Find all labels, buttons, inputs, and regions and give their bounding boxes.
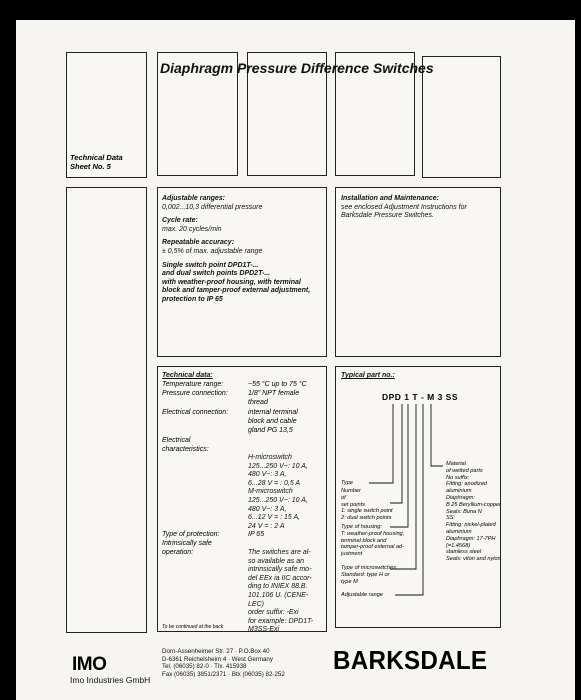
echar-line: 125...250 V~: 10 A, <box>248 462 308 470</box>
safe-line: The switches are al- <box>248 549 311 556</box>
echar-line: 480 V~: 3 A, <box>248 471 287 479</box>
barksdale-brand: BARKSDALE <box>333 645 488 675</box>
typical-micro: Type of microswitches: Standard: type H or type M <box>341 565 398 585</box>
typical-housing: Type of housing: T: weather-proof housing, terminal block and tamper-proof external ad- justment <box>341 524 405 558</box>
imo-logo: IMO <box>72 654 107 675</box>
company-address: Dorn-Assenheimer Str. 27 · P.O.Box 40 D-6361 Reichelsheim 4 · West Germany Tel. (06035) 82-0 · Tlx. 415938 Fax (06035) 3851/2371 · Btx (06035) 82-252 <box>162 648 285 678</box>
installation-heading: Installation and Maintenance: <box>341 195 440 202</box>
echar-line: 6...28 V = : 0,5 A <box>248 479 301 487</box>
part-code: DPD 1 T - M 3 SS <box>382 392 459 402</box>
sheet-label-line-1: Technical Data <box>70 153 123 162</box>
adjustment-line: block and tamper-proof external adjustment, <box>162 287 311 295</box>
leader-type <box>369 404 393 483</box>
safe-line: 101.106 U. (CENE- <box>248 591 309 599</box>
econn-value-3: gland PG 13,5 <box>248 427 293 434</box>
safe-label-2: operation: <box>162 549 194 556</box>
safe-line: so available as an <box>248 557 305 565</box>
safe-line: order suffix: -Exi <box>248 609 299 617</box>
housing-line: with weather-proof housing, with terminal <box>162 278 301 286</box>
company-name: Imo Industries GmbH <box>70 675 151 685</box>
echar-values <box>248 454 308 531</box>
safe-line: for example: DPD1T- <box>248 617 314 625</box>
econn-label: Electrical connection: <box>162 409 229 416</box>
echar-line: 125...250 V~: 10 A, <box>248 496 308 504</box>
installation-line-2: Barksdale Pressure Switches. <box>341 212 434 220</box>
cycle-value: max. 20 cycles/min <box>162 225 222 233</box>
continued-note: To be continued at the back <box>162 624 224 630</box>
sheet-label-line-2: Sheet No. 5 <box>70 162 111 171</box>
safe-values <box>248 549 313 635</box>
leader-material <box>431 404 443 466</box>
typical-heading: Typical part no.: <box>341 372 395 379</box>
echar-label-2: characteristics: <box>162 446 209 453</box>
sheet-label <box>70 153 123 171</box>
safe-line: del EEx ia IIC accor- <box>248 574 312 582</box>
cycle-heading: Cycle rate: <box>162 217 198 225</box>
safe-line: M3SS-Exi <box>248 626 280 634</box>
econn-value-2: block and cable <box>248 418 297 425</box>
prot-value: IP 65 <box>248 531 265 538</box>
safe-line: ding to INIEX 88.B. <box>248 583 308 591</box>
frame-left-column <box>66 187 147 633</box>
accuracy-heading: Repeatable accuracy: <box>162 239 234 247</box>
echar-line: 24 V = : 2 A <box>248 522 285 530</box>
echar-label-1: Electrical <box>162 437 191 444</box>
pconn-value-1: 1/8" NPT female <box>248 390 300 397</box>
echar-line: 6...12 V = : 15 A, <box>248 514 301 522</box>
typical-setpoints: Number of set points 1: single switch point 2: dual switch points <box>341 488 393 522</box>
ranges-block <box>162 195 324 305</box>
safe-line: intrinsically safe mo- <box>248 566 312 574</box>
tech-heading: Technical data: <box>162 372 213 379</box>
typical-material: Material of wetted parts No suffix: Fitting: anodized aluminium Diaphragm: B 25 Beryllium-copper Seals: Buna N SS: Fitting: nickel-plated aluminium Diaphragm: 17-7PH (=1.4568) stainless steel Seals: viton and nylon <box>446 461 502 563</box>
pconn-label: Pressure connection: <box>162 390 228 397</box>
echar-line: H-microswitch <box>248 454 292 461</box>
single-switch-line: Single switch point DPD1T-... <box>162 261 259 269</box>
econn-value-1: internal terminal <box>248 409 298 416</box>
temp-value: −55 °C up to 75 °C <box>248 381 307 388</box>
ranges-heading: Adjustable ranges: <box>162 195 226 202</box>
echar-line: M-microswitch <box>248 488 293 496</box>
installation-line-1: see enclosed Adjustment Instructions for <box>341 203 467 211</box>
accuracy-value: ± 0,5% of max. adjustable range <box>162 247 263 255</box>
safe-label-1: Intrinsically safe <box>162 540 212 547</box>
page-title: Diaphragm Pressure Difference Switches <box>160 60 434 76</box>
prot-label: Type of protection: <box>162 531 220 538</box>
safe-line: LEC) <box>248 600 264 608</box>
leader-adj <box>395 404 423 595</box>
echar-line: 480 V~: 3 A, <box>248 505 287 513</box>
typical-type: Type <box>341 480 354 486</box>
temp-label: Temperature range: <box>162 381 224 388</box>
typical-adjustable: Adjustable range <box>341 592 383 598</box>
dual-switch-line: and dual switch points DPD2T-... <box>162 270 271 278</box>
ranges-value: 0,002...10,3 differential pressure <box>162 203 263 211</box>
installation-block <box>341 195 499 221</box>
protection-line: protection to IP 65 <box>162 295 223 303</box>
pconn-value-2: thread <box>248 399 268 406</box>
